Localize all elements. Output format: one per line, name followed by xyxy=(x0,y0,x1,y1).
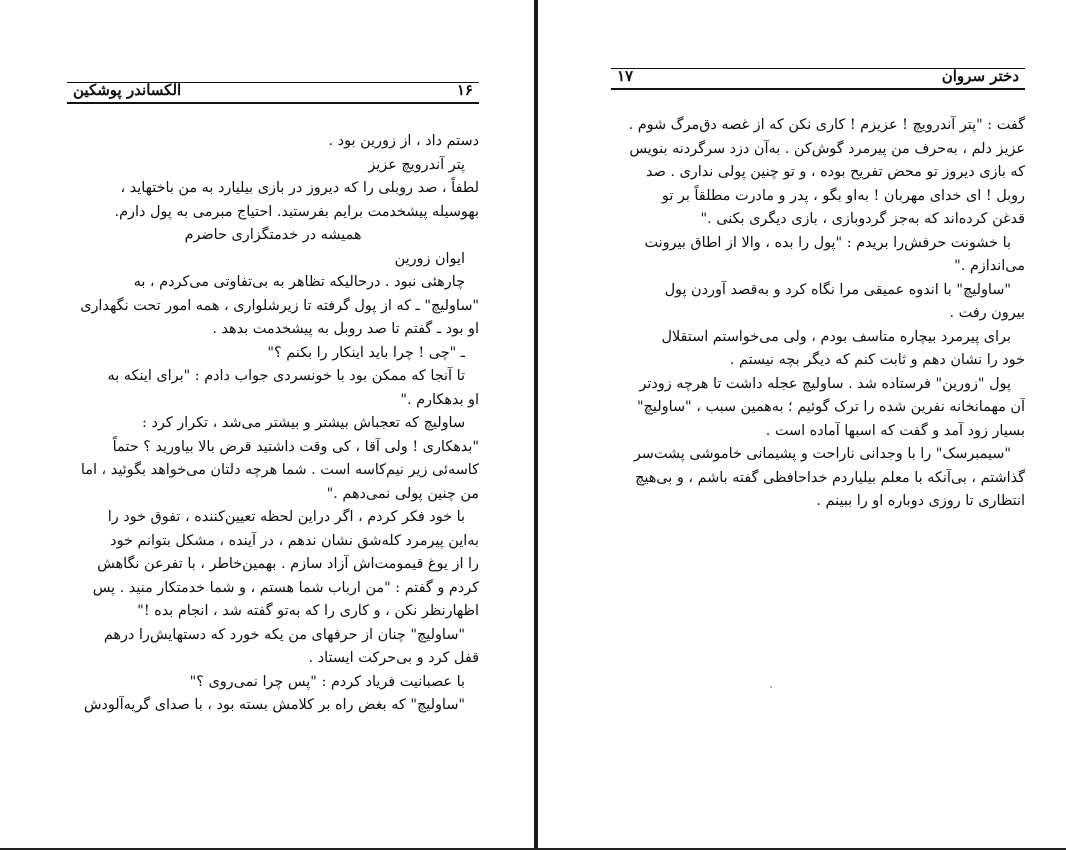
text-line: چارهئی نبود . درحالیکه تظاهر به بی‌تفاوتی می‌کردم ، به xyxy=(133,274,465,290)
right-page-body xyxy=(611,114,1025,514)
text-line: پول "زورین" فرستاده شد . ساولیچ عجله داشت تا هرچه زودتر xyxy=(639,375,1011,392)
text-line: با خشونت حرفش‌را بریدم : "پول را بده ، والا از اطاق بیرونت xyxy=(644,234,1011,251)
text-line: را از یوغ قیمومت‌اش آزاد سازم . بهمین‌خاطر ، با تفرعن نگاهش xyxy=(97,556,479,572)
text-line: پتر آندرویچ عزیز xyxy=(368,156,465,173)
text-line: ایوان زورین xyxy=(394,250,465,267)
text-line: قدغن کرده‌اند که به‌جز گردوبازی ، بازی دیگری بکنی ." xyxy=(700,211,1025,227)
text-line: با خود فکر کردم ، اگر دراین لحظه تعیین‌کننده ، تفوق خود را xyxy=(107,509,465,525)
text-line: خود را نشان دهم و ثابت کنم که دیگر بچه نیستم . xyxy=(729,352,1025,368)
text-line: "ساولیچ" که بغض راه بر کلامش بسته بود ، با صدای گریه‌آلودش xyxy=(83,697,465,713)
text-line: که بازی دیروز تو محض تفریح بوده ، و تو چنین پولی نداری . صد xyxy=(646,164,1025,180)
text-line: "ساولیچ" با اندوه عمیقی مرا نگاه کرد و به‌قصد آوردن پول xyxy=(664,281,1011,298)
text-line: به‌این پیرمرد کله‌شق نشان ندهم ، در آینده ، مشکل بتوانم خود xyxy=(110,532,479,549)
text-line: دستم داد ، از زورین بود . xyxy=(328,133,479,149)
text-line: کاسه‌ئی زیر نیم‌کاسه است . شما هرچه دلتان می‌خواهد بگوئید ، اما xyxy=(80,462,479,478)
right-page xyxy=(540,0,1066,850)
text-line: بهوسیله پیشخدمت برایم بفرستید. احتیاج مبرمی به پول دارم. xyxy=(114,203,479,220)
text-line: روبل ! ای خدای مهربان ! به‌او بگو ، پدر و مادرت مطلقاً بر تو xyxy=(661,187,1025,204)
text-line: کردم و گفتم : "من ارباب شما هستم ، و شما خدمتکار منید . پس xyxy=(92,579,479,596)
text-line: همیشه در خدمتگزاری حاضرم xyxy=(184,227,362,243)
left-running-title: الکساندر پوشکین xyxy=(73,81,182,99)
left-page-number: ۱۶ xyxy=(456,81,473,99)
text-line: من چنین پولی نمی‌دهم ." xyxy=(326,485,479,502)
text-line: او بود ـ گفتم تا صد روبل به پیشخدمت بدهد . xyxy=(212,321,479,337)
text-line: بسیار زود آمد و گفت که اسبها آماده است . xyxy=(765,422,1025,439)
text-line: قفل کرد و بی‌حرکت ایستاد . xyxy=(308,650,479,666)
text-line: می‌اندازم ." xyxy=(954,258,1025,274)
text-line: اظهارنظر نکن ، و کاری را که به‌تو گفته شد ، انجام بده !" xyxy=(137,603,479,619)
text-line: برای پیرمرد بیچاره متاسف بودم ، ولی می‌خواستم استقلال xyxy=(661,328,1011,345)
text-line: انتظاری تا روزی دوباره او را ببینم . xyxy=(816,493,1025,509)
right-page-number: ۱۷ xyxy=(617,67,634,85)
text-line: گفت : "پتر آندرویچ ! عزیزم ! کاری نکن که از غصه دق‌مرگ شوم . xyxy=(628,117,1025,133)
text-line: گذاشتم ، بی‌آنکه با معلم بیلیاردم خداحافظی گفته باشم ، و بی‌هیچ xyxy=(635,469,1025,486)
text-line: او بدهکارم ." xyxy=(400,391,479,408)
text-line: با عصبانیت فریاد کردم : "پس چرا نمی‌روی ؟" xyxy=(189,673,465,690)
right-running-title: دختر سروان xyxy=(941,67,1019,85)
text-line: تا آنجا که ممکن بود با خونسردی جواب دادم : "برای اینکه به xyxy=(107,368,465,384)
text-line: "سیمبرسک" را با وجدانی ناراحت و پشیمانی خاموشی پشت‌سر xyxy=(633,446,1011,462)
text-line: "ساولیچ" چنان از حرفهای من یکه خورد که دستهایش‌را درهم xyxy=(103,626,465,643)
text-line: لطفاً ، صد روبلی را که دیروز در بازی بیلیارد به من باختهاید ، xyxy=(120,180,479,196)
text-line: آن مهمانخانه نفرین شده را ترک گوئیم ؛ به‌همین سبب ، "ساولیچ" xyxy=(637,399,1025,415)
scan-speck xyxy=(770,686,772,688)
left-page-body xyxy=(67,130,479,718)
text-line: ـ "چی ! چرا باید اینکار را بکنم ؟" xyxy=(267,344,465,361)
book-spine xyxy=(534,0,538,850)
text-line: "بدهکاری ! ولی آقا ، کی وقت داشتید قرض بالا بیاورید ؟ حتماً xyxy=(112,438,479,455)
left-page-header xyxy=(67,82,479,104)
text-line: عزیز دلم ، به‌حرف من پیرمرد گوش‌کن . به‌آن دزد سرگردنه بنویس xyxy=(629,140,1025,157)
text-line: "ساولیچ" ـ که از پول گرفته تا زیرشلواری ، همه امور تحت نگهداری xyxy=(80,297,479,314)
right-page-header xyxy=(611,68,1025,90)
text-line: ساولیچ که تعجباش بیشتر و بیشتر می‌شد ، تکرار کرد : xyxy=(142,415,465,431)
text-line: بیرون رفت . xyxy=(949,305,1025,321)
